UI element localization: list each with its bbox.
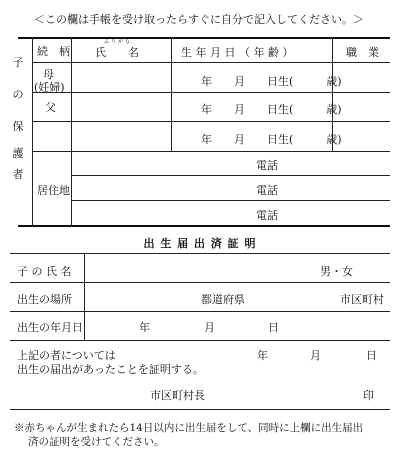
birth-day[interactable]: 日 — [268, 321, 279, 334]
child-name-label: 子 の 氏 名 — [17, 265, 72, 278]
prefecture-field[interactable] — [88, 286, 198, 308]
city-field[interactable] — [250, 286, 336, 308]
certificate-title: 出 生 届 出 済 証 明 — [143, 237, 257, 250]
birthdate-field-mother[interactable]: 年 月 日生( 歳) — [201, 75, 342, 88]
relationship-other[interactable] — [35, 123, 69, 149]
occupation-field-mother[interactable] — [335, 64, 387, 90]
statement-year[interactable]: 年 — [257, 349, 268, 362]
name-field-father[interactable] — [74, 94, 168, 119]
relationship-father: 父 — [45, 101, 56, 114]
occupation-field-father[interactable] — [335, 94, 387, 119]
occupation-field-other[interactable] — [335, 123, 387, 149]
phone-label-1: 電話 — [256, 159, 278, 172]
phone-label-2: 電話 — [256, 184, 278, 197]
statement-month[interactable]: 月 — [310, 349, 321, 362]
sex-options[interactable]: 男・女 — [320, 265, 353, 278]
birthdate-field-other[interactable]: 年 月 日生( 歳) — [201, 133, 342, 146]
relationship-mother: 母 — [43, 68, 54, 81]
col-header-occupation: 職 業 — [346, 46, 379, 59]
col-header-birthdate: 生 年 月 日 （ 年 齢 ） — [181, 46, 294, 59]
city-suffix: 市区町村 — [340, 293, 384, 306]
child-name-field[interactable] — [88, 256, 308, 278]
statement-day[interactable]: 日 — [366, 349, 377, 362]
relationship-mother-note: (妊婦) — [34, 81, 65, 94]
statement-line-1: 上記の者については — [17, 349, 116, 362]
prefecture-suffix: 都道府県 — [201, 293, 245, 306]
col-header-name: 氏 名 — [95, 46, 139, 59]
col-header-name-ruby: ふりがな — [104, 39, 133, 45]
birth-month[interactable]: 月 — [204, 321, 215, 334]
header-note: ＜この欄は手帳を受け取ったらすぐに自分で記入してください。＞ — [34, 13, 364, 26]
mayor-label: 市区町村長 — [150, 389, 205, 402]
name-field-other[interactable] — [74, 123, 168, 149]
birthdate-label: 出生の年月日 — [17, 321, 83, 334]
footnote-line-2: 済の証明を受けてください。 — [28, 436, 165, 448]
phone-label-3: 電話 — [256, 209, 278, 222]
col-header-relationship: 続 柄 — [37, 45, 70, 58]
birth-year[interactable]: 年 — [139, 321, 150, 334]
seal-mark: 印 — [363, 389, 374, 402]
residence-label: 居住地 — [37, 184, 70, 197]
name-field-mother[interactable] — [74, 64, 168, 90]
footnote-line-1: ※赤ちゃんが生まれたら14日以内に出生届をして、同時に上欄に出生届出 — [14, 422, 364, 434]
statement-line-2: 出生の届出があったことを証明する。 — [17, 363, 204, 376]
birthdate-field-father[interactable]: 年 月 日生( 歳) — [201, 103, 342, 116]
birthplace-label: 出生の場所 — [17, 293, 72, 306]
